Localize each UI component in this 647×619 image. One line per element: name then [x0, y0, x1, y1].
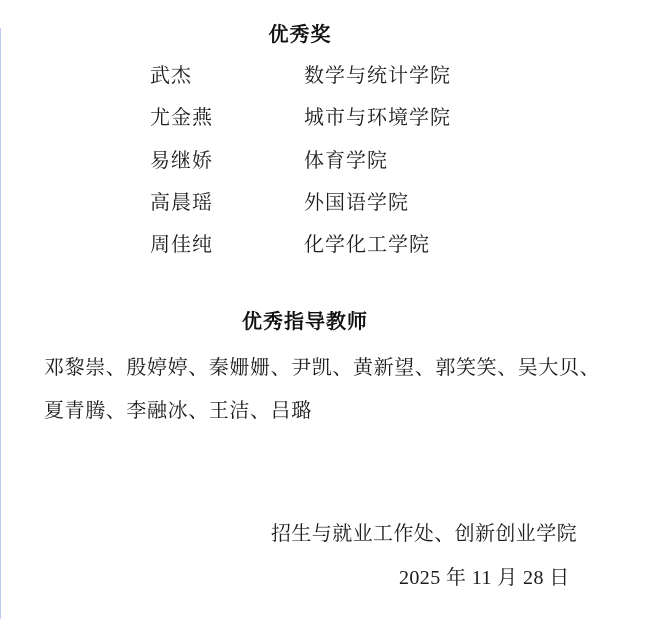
advisors-line: 夏青腾、李融冰、王洁、吕璐 [44, 400, 312, 422]
award-row-name: 易继娇 [150, 150, 213, 172]
award-row-college: 化学化工学院 [304, 234, 430, 256]
signing-unit: 招生与就业工作处、创新创业学院 [271, 523, 577, 545]
award-row-college: 外国语学院 [304, 192, 409, 214]
award-row-college: 城市与环境学院 [304, 107, 451, 129]
award-row-name: 尤金燕 [150, 107, 213, 129]
award-section-title: 优秀奖 [268, 24, 332, 46]
advisors-section-title: 优秀指导教师 [242, 311, 368, 333]
award-row-college: 数学与统计学院 [304, 65, 451, 87]
advisors-line: 邓黎崇、殷婷婷、秦姗姗、尹凯、黄新望、郭笑笑、吴大贝、 [44, 357, 601, 379]
award-row-name: 武杰 [150, 65, 192, 87]
document-date: 2025 年 11 月 28 日 [399, 567, 570, 589]
award-row-college: 体育学院 [304, 150, 388, 172]
award-row-name: 周佳纯 [150, 234, 213, 256]
award-row-name: 高晨瑶 [150, 192, 213, 214]
